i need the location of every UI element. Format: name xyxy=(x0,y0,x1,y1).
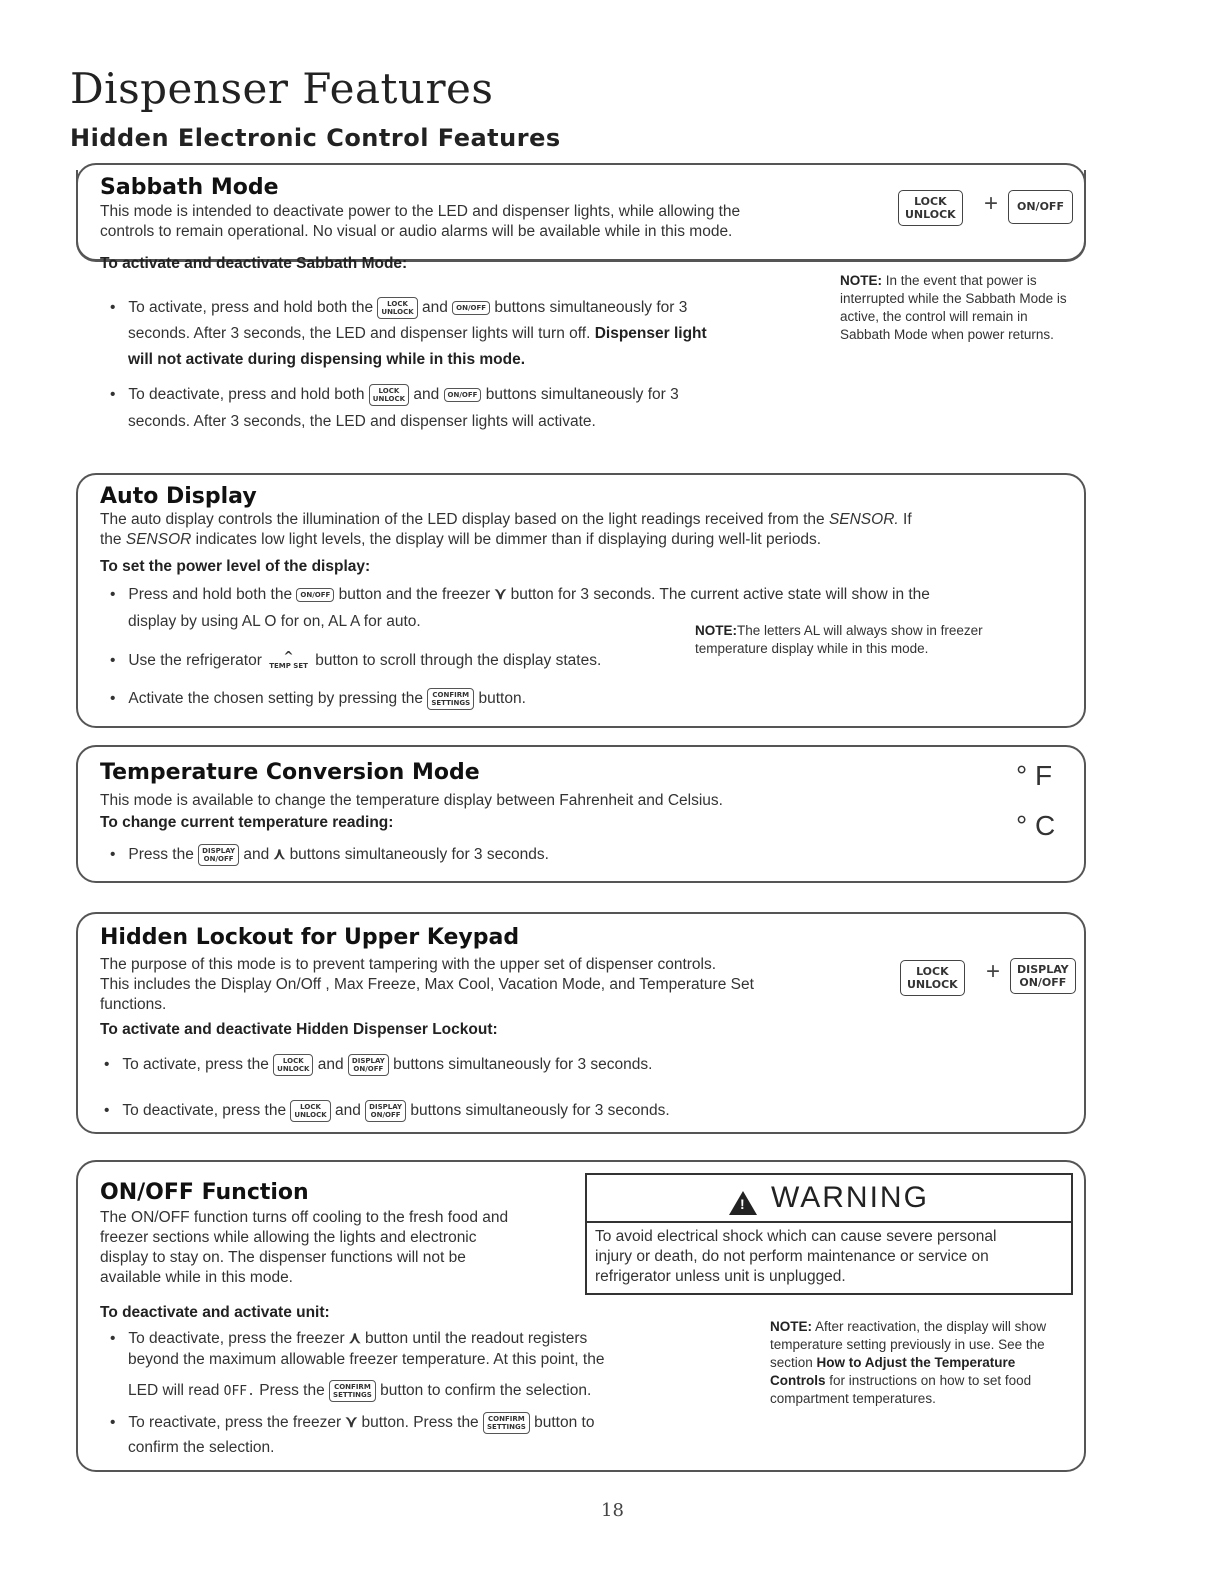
freezer-down-icon[interactable]: ⋎ xyxy=(345,1414,358,1431)
onoff-bullet-2: • To reactivate, press the freezer ⋎ button. Press the CONFIRM SETTINGS button to xyxy=(110,1410,750,1436)
unlock-label: UNLOCK xyxy=(372,394,406,403)
unlock-label: UNLOCK xyxy=(907,978,958,991)
text: indicates low light levels, the display will be dimmer than if displaying during well-lit periods. xyxy=(195,531,822,548)
note-text: In the event that power is interrupted while the Sabbath Mode is active, the control will remain in Sabbath Mode when power returns. xyxy=(840,273,1067,342)
warning-box xyxy=(585,1173,1073,1295)
lock-label: LOCK xyxy=(914,195,947,208)
auto-howto: To set the power level of the display: xyxy=(100,558,371,575)
text: and xyxy=(413,386,440,403)
text: and xyxy=(317,1056,344,1073)
page-number: 18 xyxy=(601,1500,624,1521)
freezer-down-icon[interactable]: ⋎ xyxy=(494,586,507,603)
text: Use the refrigerator xyxy=(128,652,262,669)
lock-unlock-inline-button[interactable] xyxy=(290,1100,330,1122)
lock-label: LOCK xyxy=(916,965,949,978)
confirm-label: CONFIRM xyxy=(488,1414,525,1423)
unlock-label: UNLOCK xyxy=(294,1110,327,1119)
text: buttons simultaneously for 3 seconds. xyxy=(289,846,549,863)
onoff-intro-line3: display to stay on. The dispenser functions will not be xyxy=(100,1249,466,1266)
lock-unlock-button[interactable] xyxy=(898,190,963,226)
onoff-bullet-1-cont: beyond the maximum allowable freezer temperature. At this point, the xyxy=(128,1351,605,1368)
auto-title: Auto Display xyxy=(100,484,257,509)
auto-bullet-1: • Press and hold both the ON/OFF button and the freezer ⋎ button for 3 seconds. The current active state will show in the xyxy=(110,586,930,603)
up-arrow-icon: ^ xyxy=(283,648,294,663)
lock-unlock-inline-button[interactable] xyxy=(369,384,409,406)
note-label: NOTE: xyxy=(695,623,737,638)
confirm-label: CONFIRM xyxy=(432,690,470,699)
page-title: Dispenser Features xyxy=(70,64,494,113)
text: Activate the chosen setting by pressing the xyxy=(128,690,424,707)
lockout-bullet-2: • To deactivate, press the LOCK UNLOCK and DISPLAY ON/OFF buttons simultaneously for 3 seconds. xyxy=(104,1098,804,1124)
text: buttons simultaneously for 3 xyxy=(485,386,679,403)
sabbath-bullet-2-cont: seconds. After 3 seconds, the LED and dispenser lights will activate. xyxy=(128,413,596,430)
auto-note xyxy=(695,622,1055,658)
auto-intro-line1 xyxy=(100,510,912,530)
onoff-button[interactable] xyxy=(1008,190,1073,224)
temp-title: Temperature Conversion Mode xyxy=(100,760,480,785)
onoff-bullet-1-cont2 xyxy=(128,1378,591,1405)
onoff-intro-line2: freezer sections while allowing the lights and electronic xyxy=(100,1229,477,1246)
plus-icon: + xyxy=(984,190,999,217)
sabbath-bullet-1-bold: will not activate during dispensing while in this mode. xyxy=(128,351,526,368)
text: seconds. After 3 seconds, the LED and dispenser lights will turn off. xyxy=(128,325,591,342)
confirm-settings-inline-button[interactable] xyxy=(427,688,474,710)
onoff-note xyxy=(770,1318,1070,1408)
freezer-icon[interactable]: ⋏ xyxy=(273,846,286,863)
lockout-title: Hidden Lockout for Upper Keypad xyxy=(100,925,520,950)
display-onoff-inline-button[interactable] xyxy=(198,844,239,866)
text: and xyxy=(334,1102,361,1119)
lockout-howto: To activate and deactivate Hidden Dispenser Lockout: xyxy=(100,1021,498,1038)
note-text: After reactivation, the display will show temperature setting previously in use. See the section xyxy=(770,1319,1047,1370)
onoff-label: ON/OFF xyxy=(203,854,234,863)
lockout-intro-line1: The purpose of this mode is to prevent tampering with the upper set of dispenser controls. xyxy=(100,956,717,973)
text: To activate, press the xyxy=(122,1056,269,1073)
text: button until the readout registers xyxy=(364,1330,588,1347)
text: To deactivate, press the xyxy=(122,1102,287,1119)
fahrenheit-symbol: ° F xyxy=(1016,760,1053,791)
onoff-inline-button[interactable] xyxy=(444,388,482,402)
warning-triangle-icon xyxy=(729,1191,757,1215)
sabbath-bullet-1: • To activate, press and hold both the LOCK UNLOCK and ON/OFF buttons simultaneously for 3 xyxy=(110,295,810,321)
note-text: The letters AL will always show in freezer temperature display while in this mode. xyxy=(695,623,983,656)
text: button to confirm the selection. xyxy=(380,1382,592,1399)
onoff-bullet-2-cont: confirm the selection. xyxy=(128,1439,275,1456)
text: The auto display controls the illumination of the LED display based on the light readings received from the xyxy=(100,511,825,528)
auto-bullet-3: • Activate the chosen setting by pressing the CONFIRM SETTINGS button. xyxy=(110,686,690,712)
onoff-label: ON/OFF xyxy=(353,1064,384,1073)
display-label: DISPLAY xyxy=(1017,963,1069,976)
onoff-inline-button[interactable] xyxy=(452,301,490,315)
lock-label: LOCK xyxy=(378,386,400,395)
display-onoff-inline-button[interactable] xyxy=(348,1054,389,1076)
sensor-text: SENSOR xyxy=(125,531,192,548)
onoff-label: ON/OFF xyxy=(456,303,487,312)
text: To reactivate, press the freezer xyxy=(128,1414,342,1431)
auto-bullet-1-cont: display by using AL O for on, AL A for auto. xyxy=(128,613,421,630)
confirm-settings-inline-button[interactable] xyxy=(329,1380,376,1402)
unlock-label: UNLOCK xyxy=(381,307,414,316)
lock-label: LOCK xyxy=(300,1102,321,1111)
text: buttons simultaneously for 3 seconds. xyxy=(393,1056,653,1073)
freezer-icon[interactable]: ⋏ xyxy=(348,1330,361,1347)
text: button. xyxy=(478,690,526,707)
onoff-label: ON/OFF xyxy=(1017,200,1064,213)
display-label: DISPLAY xyxy=(369,1102,403,1111)
warning-line2: injury or death, do not perform maintenance or service on xyxy=(595,1248,989,1265)
text: To deactivate, press and hold both xyxy=(128,386,365,403)
sensor-text: SENSOR. xyxy=(828,511,899,528)
text: buttons simultaneously for 3 xyxy=(494,299,688,316)
display-onoff-button[interactable] xyxy=(1010,958,1076,994)
sabbath-bullet-1-cont xyxy=(128,324,828,344)
off-readout: OFF. xyxy=(223,1384,255,1399)
onoff-label: ON/OFF xyxy=(447,390,478,399)
sabbath-intro-line1: This mode is intended to deactivate power to the LED and dispenser lights, while allowing the xyxy=(100,203,741,220)
display-label: DISPLAY xyxy=(351,1056,385,1065)
onoff-bullet-1: • To deactivate, press the freezer ⋏ button until the readout registers xyxy=(110,1330,588,1347)
settings-label: SETTINGS xyxy=(431,698,471,707)
text: buttons simultaneously for 3 seconds. xyxy=(410,1102,670,1119)
note-label: NOTE: xyxy=(840,273,882,288)
text: button and the freezer xyxy=(338,586,491,603)
onoff-inline-button[interactable] xyxy=(296,588,334,602)
note-label: NOTE: xyxy=(770,1319,812,1334)
plus-icon: + xyxy=(986,958,1001,985)
onoff-label: ON/OFF xyxy=(300,590,331,599)
temp-intro: This mode is available to change the temperature display between Fahrenheit and Celsius. xyxy=(100,792,723,809)
temp-bullet-1: • Press the DISPLAY ON/OFF and ⋏ buttons simultaneously for 3 seconds. xyxy=(110,842,810,868)
note-text: for instructions on how to set food compartment temperatures. xyxy=(770,1373,1032,1406)
warning-line1: To avoid electrical shock which can cause severe personal xyxy=(595,1228,997,1245)
text: To deactivate, press the freezer xyxy=(128,1330,345,1347)
auto-intro-line2 xyxy=(100,530,821,550)
text-bold: Dispenser light xyxy=(594,325,707,342)
lock-label: LOCK xyxy=(282,1056,304,1065)
display-label: DISPLAY xyxy=(202,846,236,855)
display-onoff-inline-button[interactable] xyxy=(365,1100,406,1122)
celsius-symbol: ° C xyxy=(1016,810,1056,841)
lockout-intro-line3: functions. xyxy=(100,996,167,1013)
onoff-label: ON/OFF xyxy=(1019,976,1067,989)
text: button. Press the xyxy=(361,1414,479,1431)
temp-set-label: TEMP SET xyxy=(269,661,308,670)
lock-unlock-inline-button[interactable] xyxy=(377,297,417,319)
text: Press and hold both the xyxy=(128,586,293,603)
onoff-title: ON/OFF Function xyxy=(100,1180,309,1205)
text: the xyxy=(100,531,122,548)
note-bold-text: How to Adjust the Temperature Controls xyxy=(770,1355,1016,1388)
warning-header xyxy=(587,1181,1071,1223)
unlock-label: UNLOCK xyxy=(277,1064,310,1073)
text: To activate, press and hold both the xyxy=(128,299,374,316)
sabbath-howto: To activate and deactivate Sabbath Mode: xyxy=(100,255,408,272)
auto-bullet-2: • Use the refrigerator ^ TEMP SET button to scroll through the display states. xyxy=(110,648,602,670)
lock-label: LOCK xyxy=(387,299,408,308)
onoff-intro-line4: available while in this mode. xyxy=(100,1269,293,1286)
text: and xyxy=(243,846,270,863)
lockout-intro-line2: This includes the Display On/Off , Max Freeze, Max Cool, Vacation Mode, and Temperature Set xyxy=(100,976,754,993)
onoff-intro-line1: The ON/OFF function turns off cooling to the fresh food and xyxy=(100,1209,509,1226)
sabbath-note xyxy=(840,272,1070,344)
text: button to xyxy=(534,1414,595,1431)
text: button to scroll through the display states. xyxy=(315,652,602,669)
unlock-label: UNLOCK xyxy=(905,208,956,221)
text: button for 3 seconds. The current active state will show in the xyxy=(510,586,930,603)
lock-unlock-inline-button[interactable] xyxy=(273,1054,313,1076)
settings-label: SETTINGS xyxy=(333,1390,372,1399)
confirm-settings-inline-button[interactable] xyxy=(483,1412,530,1434)
warning-line3: refrigerator unless unit is unplugged. xyxy=(595,1268,846,1285)
lockout-bullet-1: • To activate, press the LOCK UNLOCK and DISPLAY ON/OFF buttons simultaneously for 3 seconds. xyxy=(104,1052,804,1078)
text: and xyxy=(421,299,448,316)
text: Press the xyxy=(128,846,194,863)
warning-title: WARNING xyxy=(771,1181,929,1214)
sabbath-bullet-2: • To deactivate, press and hold both LOCK UNLOCK and ON/OFF buttons simultaneously for 3 xyxy=(110,382,810,408)
lock-unlock-button[interactable] xyxy=(900,960,965,996)
onoff-label: ON/OFF xyxy=(370,1110,401,1119)
page-subtitle: Hidden Electronic Control Features xyxy=(70,124,561,152)
text: Press the xyxy=(259,1382,325,1399)
confirm-label: CONFIRM xyxy=(334,1382,371,1391)
temp-howto: To change current temperature reading: xyxy=(100,814,394,831)
sabbath-intro-line2: controls to remain operational. No visual or audio alarms will be available while in this mode. xyxy=(100,223,733,240)
onoff-howto: To deactivate and activate unit: xyxy=(100,1304,330,1321)
temp-set-up-button[interactable] xyxy=(266,650,311,672)
text: If xyxy=(903,511,912,528)
settings-label: SETTINGS xyxy=(487,1422,526,1431)
text: LED will read xyxy=(128,1382,220,1399)
sabbath-title: Sabbath Mode xyxy=(100,175,279,200)
